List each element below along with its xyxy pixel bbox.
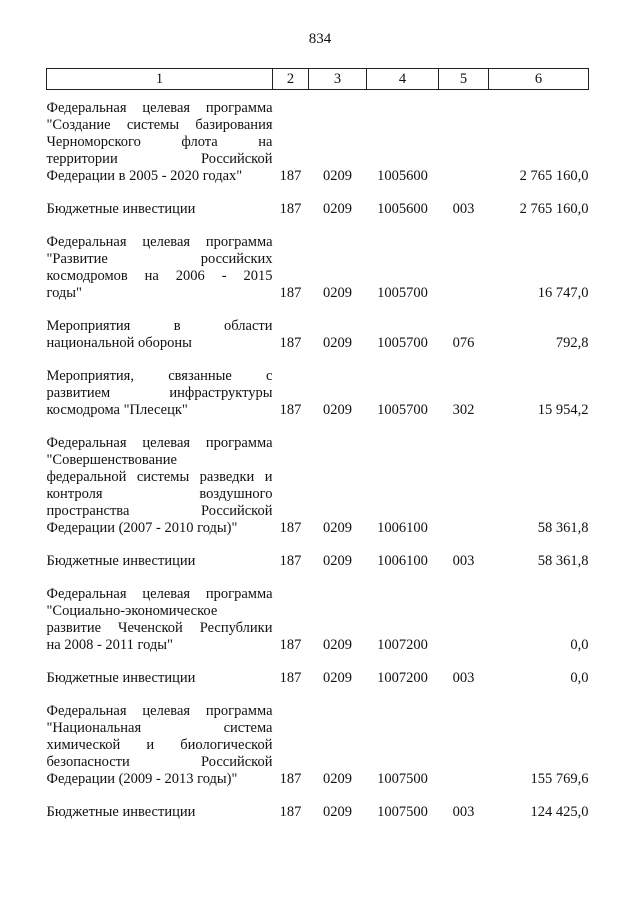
header-col-2: 2 bbox=[273, 69, 309, 90]
row-name bbox=[47, 570, 273, 654]
row-section-code: 0209 bbox=[323, 402, 352, 418]
table-row bbox=[47, 218, 589, 302]
row-name bbox=[47, 352, 273, 419]
budget-table bbox=[46, 68, 589, 821]
row-name-line: космодрома "Плесецк" bbox=[46, 402, 188, 418]
row-section-code: 0209 bbox=[323, 335, 352, 351]
row-target-code: 1005700 bbox=[377, 285, 428, 301]
row-name bbox=[47, 302, 273, 352]
row-name-line: "Совершенствование bbox=[46, 452, 177, 468]
row-amount: 0,0 bbox=[570, 637, 589, 653]
row-name-line: Федерации (2007 - 2010 годы)" bbox=[46, 520, 238, 536]
row-expense-code bbox=[439, 90, 489, 186]
row-name-line: контроля воздушного bbox=[46, 486, 273, 502]
row-name-line: развитием инфраструктуры bbox=[46, 385, 273, 401]
row-ministry-code: 187 bbox=[279, 168, 302, 184]
row-expense-code: 302 bbox=[452, 402, 475, 418]
row-name-line: годы" bbox=[46, 285, 82, 301]
header-col-5: 5 bbox=[439, 69, 489, 90]
row-amount: 124 425,0 bbox=[530, 804, 589, 820]
row-name-line: Федеральная целевая программа bbox=[46, 586, 273, 602]
page-number: 834 bbox=[308, 31, 332, 47]
row-name-line: Федерации в 2005 - 2020 годах" bbox=[46, 168, 243, 184]
row-name-line: Мероприятия, связанные с bbox=[46, 368, 273, 384]
row-name-line: Федеральная целевая программа bbox=[46, 435, 273, 451]
row-name-line: Мероприятия в области bbox=[46, 318, 273, 334]
row-section-code: 0209 bbox=[323, 771, 352, 787]
row-name bbox=[47, 654, 273, 687]
row-section-code: 0209 bbox=[323, 637, 352, 653]
row-section-code: 0209 bbox=[323, 553, 352, 569]
table-header bbox=[47, 69, 589, 90]
row-ministry-code: 187 bbox=[279, 553, 302, 569]
row-target-code: 1006100 bbox=[377, 553, 428, 569]
row-expense-code: 076 bbox=[452, 335, 475, 351]
row-name-line: Бюджетные инвестиции bbox=[46, 201, 196, 217]
row-amount: 58 361,8 bbox=[537, 553, 589, 569]
row-name-line: пространства Российской bbox=[46, 503, 273, 519]
row-name-line: Федеральная целевая программа bbox=[46, 703, 273, 719]
header-col-1: 1 bbox=[47, 69, 273, 90]
row-ministry-code: 187 bbox=[279, 402, 302, 418]
row-name-line: безопасности Российской bbox=[46, 754, 273, 770]
row-expense-code: 003 bbox=[452, 804, 475, 820]
row-target-code: 1005700 bbox=[377, 402, 428, 418]
table-row bbox=[47, 352, 589, 419]
row-expense-code bbox=[439, 419, 489, 537]
row-amount: 2 765 160,0 bbox=[519, 168, 589, 184]
row-amount: 792,8 bbox=[555, 335, 589, 351]
row-name bbox=[47, 185, 273, 218]
row-name bbox=[47, 419, 273, 537]
row-target-code: 1005700 bbox=[377, 335, 428, 351]
row-ministry-code: 187 bbox=[279, 285, 302, 301]
row-name-line: Бюджетные инвестиции bbox=[46, 670, 196, 686]
row-expense-code: 003 bbox=[452, 553, 475, 569]
row-name-line: "Национальная система bbox=[46, 720, 273, 736]
header-col-6: 6 bbox=[489, 69, 589, 90]
row-expense-code bbox=[439, 570, 489, 654]
row-amount: 155 769,6 bbox=[530, 771, 589, 787]
row-amount: 0,0 bbox=[570, 670, 589, 686]
row-amount: 2 765 160,0 bbox=[519, 201, 589, 217]
row-name bbox=[47, 537, 273, 570]
row-section-code: 0209 bbox=[323, 201, 352, 217]
row-name-line: национальной обороны bbox=[46, 335, 192, 351]
row-name-line: химической и биологической bbox=[46, 737, 273, 753]
row-target-code: 1007200 bbox=[377, 670, 428, 686]
row-name-line: на 2008 - 2011 годы" bbox=[46, 637, 173, 653]
row-ministry-code: 187 bbox=[279, 771, 302, 787]
table-row bbox=[47, 654, 589, 687]
table-row bbox=[47, 90, 589, 186]
row-ministry-code: 187 bbox=[279, 637, 302, 653]
row-name-line: "Создание системы базирования bbox=[46, 117, 273, 133]
table-row bbox=[47, 687, 589, 788]
row-name bbox=[47, 788, 273, 821]
row-name-line: "Социально-экономическое bbox=[46, 603, 218, 619]
row-ministry-code: 187 bbox=[279, 804, 302, 820]
row-name bbox=[47, 218, 273, 302]
row-name-line: Федеральная целевая программа bbox=[46, 234, 273, 250]
table-body bbox=[47, 90, 589, 822]
row-target-code: 1005600 bbox=[377, 168, 428, 184]
row-ministry-code: 187 bbox=[279, 520, 302, 536]
row-amount: 58 361,8 bbox=[537, 520, 589, 536]
row-target-code: 1007500 bbox=[377, 771, 428, 787]
row-expense-code: 003 bbox=[452, 670, 475, 686]
row-target-code: 1005600 bbox=[377, 201, 428, 217]
header-col-3: 3 bbox=[309, 69, 367, 90]
table-row bbox=[47, 788, 589, 821]
row-name-line: "Развитие российских bbox=[46, 251, 273, 267]
row-target-code: 1007200 bbox=[377, 637, 428, 653]
row-name-line: Федеральная целевая программа bbox=[46, 100, 273, 116]
row-target-code: 1007500 bbox=[377, 804, 428, 820]
row-section-code: 0209 bbox=[323, 520, 352, 536]
row-section-code: 0209 bbox=[323, 804, 352, 820]
row-name-line: Бюджетные инвестиции bbox=[46, 553, 196, 569]
row-name-line: Федерации (2009 - 2013 годы)" bbox=[46, 771, 238, 787]
row-expense-code bbox=[439, 218, 489, 302]
header-row bbox=[47, 69, 589, 90]
row-target-code: 1006100 bbox=[377, 520, 428, 536]
row-section-code: 0209 bbox=[323, 168, 352, 184]
row-expense-code: 003 bbox=[452, 201, 475, 217]
table-row bbox=[47, 302, 589, 352]
row-name-line: федеральной системы разведки и bbox=[46, 469, 273, 485]
row-name-line: Черноморского флота на bbox=[46, 134, 273, 150]
row-amount: 15 954,2 bbox=[537, 402, 589, 418]
row-section-code: 0209 bbox=[323, 670, 352, 686]
table-row bbox=[47, 570, 589, 654]
table-row bbox=[47, 537, 589, 570]
row-name-line: космодромов на 2006 - 2015 bbox=[46, 268, 273, 284]
table-row bbox=[47, 419, 589, 537]
row-name-line: Бюджетные инвестиции bbox=[46, 804, 196, 820]
row-name bbox=[47, 687, 273, 788]
table-row bbox=[47, 185, 589, 218]
row-section-code: 0209 bbox=[323, 285, 352, 301]
row-ministry-code: 187 bbox=[279, 670, 302, 686]
header-col-4: 4 bbox=[367, 69, 439, 90]
row-name bbox=[47, 90, 273, 186]
row-ministry-code: 187 bbox=[279, 201, 302, 217]
row-amount: 16 747,0 bbox=[537, 285, 589, 301]
row-ministry-code: 187 bbox=[279, 335, 302, 351]
row-name-line: развитие Чеченской Республики bbox=[46, 620, 273, 636]
row-expense-code bbox=[439, 687, 489, 788]
row-name-line: территории Российской bbox=[46, 151, 273, 167]
